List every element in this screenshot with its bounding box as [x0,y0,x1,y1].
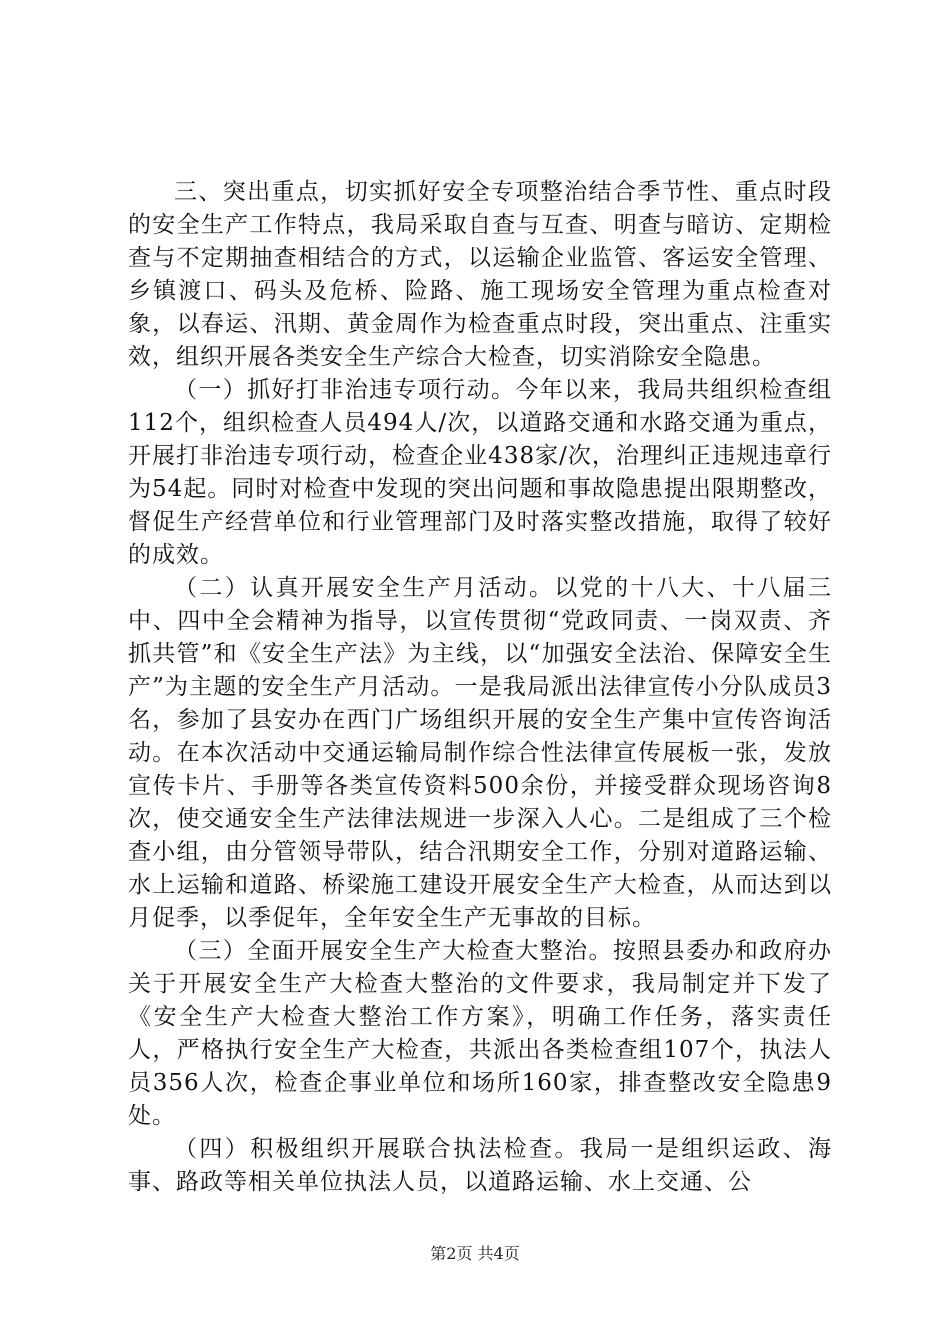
paragraph-item-one: （一）抓好打非治违专项行动。今年以来，我局共组织检查组112个，组织检查人员494人/次，以道路交通和水路交通为重点，开展打非治违专项行动，检查企业438家/次，治理纠正违规违章行为54起。同时对检查中发现的突出问题和事故隐患提出限期整改，督促生产经营单位和行业管理部门及时落实整改措施，取得了较好的成效。 [128,377,832,568]
document-body [128,176,832,1199]
paragraph-section-three: 三、突出重点，切实抓好安全专项整治结合季节性、重点时段的安全生产工作特点，我局采取自查与互查、明查与暗访、定期检查与不定期抽查相结合的方式，以运输企业监管、客运安全管理、乡镇渡口、码头及危桥、险路、施工现场安全管理为重点检查对象，以春运、汛期、黄金周作为检查重点时段，突出重点、注重实效，组织开展各类安全生产综合大检查，切实消除安全隐患。 [128,179,832,370]
paragraph-item-two: （二）认真开展安全生产月活动。以党的十八大、十八届三中、四中全会精神为指导，以宣传贯彻“党政同责、一岗双责、齐抓共管”和《安全生产法》为主线，以“加强安全法治、保障安全生产”为主题的安全生产月活动。一是我局派出法律宣传小分队成员3名，参加了县安办在西门广场组织开展的安全生产集中宣传咨询活动。在本次活动中交通运输局制作综合性法律宣传展板一张，发放宣传卡片、手册等各类宣传资料500余份，并接受群众现场咨询8次，使交通安全生产法律法规进一步深入人心。二是组成了三个检查小组，由分管领导带队，结合汛期安全工作，分别对道路运输、水上运输和道路、桥梁施工建设开展安全生产大检查，从而达到以月促季，以季促年，全年安全生产无事故的目标。 [128,575,832,931]
page-number-footer: 第2页 共4页 [430,1244,520,1263]
paragraph-item-four: （四）积极组织开展联合执法检查。我局一是组织运政、海事、路政等相关单位执法人员，以道路运输、水上交通、公 [128,1136,832,1195]
paragraph-item-three: （三）全面开展安全生产大检查大整治。按照县委办和政府办关于开展安全生产大检查大整治的文件要求，我局制定并下发了《安全生产大检查大整治工作方案》，明确工作任务，落实责任人，严格执行安全生产大检查，共派出各类检查组107个，执法人员356人次，检查企事业单位和场所160家，排查整改安全隐患9处。 [128,938,832,1129]
